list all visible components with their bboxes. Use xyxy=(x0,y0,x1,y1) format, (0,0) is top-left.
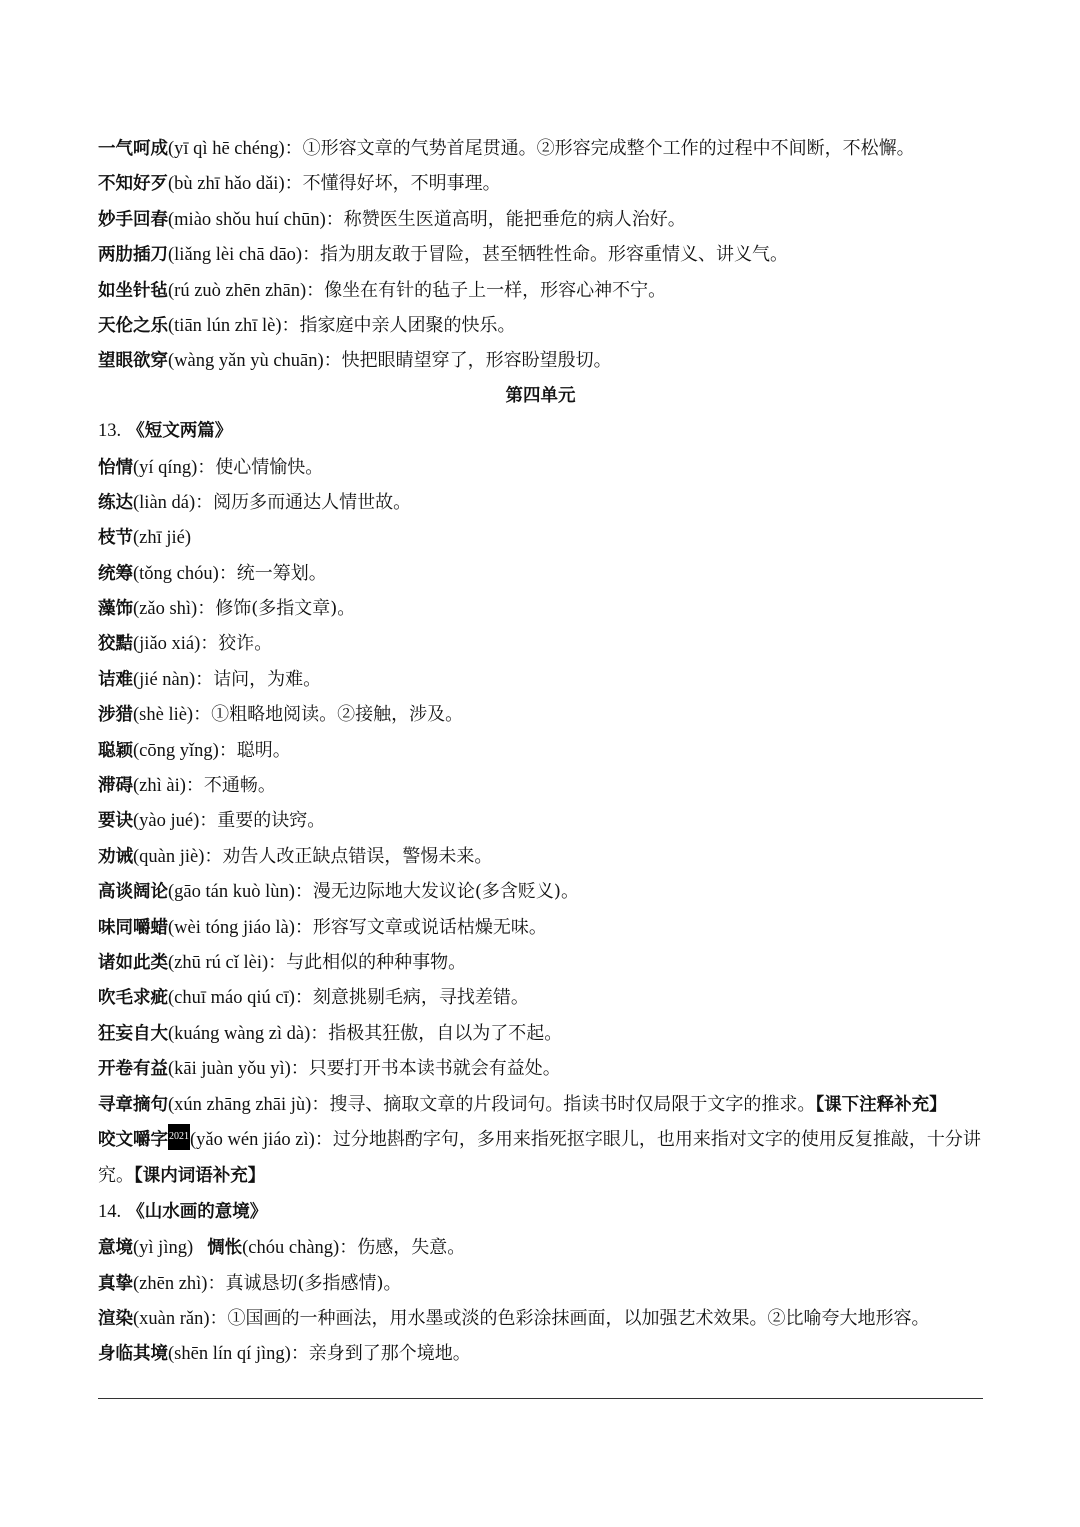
vocab-entry xyxy=(98,945,983,980)
vocab-pinyin: (tǒng chóu) xyxy=(133,563,219,584)
vocab-definition: ：像坐在有针的毡子上一样，形容心神不宁。 xyxy=(306,279,667,301)
vocab-pinyin: (zǎo shì) xyxy=(133,599,198,620)
vocab-pinyin: (kuáng wàng zì dà) xyxy=(168,1023,311,1044)
vocab-pinyin: (yí qíng) xyxy=(133,457,198,478)
vocab-entry xyxy=(98,202,983,237)
vocab-entry xyxy=(98,343,983,378)
section-title: 《山水画的意境》 xyxy=(127,1201,268,1222)
vocab-term: 高谈阔论 xyxy=(98,882,168,903)
vocab-definition: ：只要打开书本读书就会有益处。 xyxy=(290,1058,561,1080)
vocab-pinyin: (shēn lín qí jìng) xyxy=(168,1344,291,1365)
vocab-definition: ：指家庭中亲人团聚的快乐。 xyxy=(281,314,516,336)
vocab-entry xyxy=(98,980,983,1015)
vocab-pinyin: (chuī máo qiú cī) xyxy=(168,988,295,1009)
supplement-tag: 【课内词语补充】 xyxy=(134,1166,266,1187)
vocab-entry xyxy=(98,556,983,591)
vocab-pinyin: (gāo tán kuò lùn) xyxy=(168,882,295,903)
vocab-term: 藻饰 xyxy=(98,599,133,620)
vocab-pinyin: (zhī jié) xyxy=(133,528,192,549)
vocab-term: 统筹 xyxy=(98,563,133,584)
vocab-entry xyxy=(98,485,983,520)
vocab-term: 诸如此类 xyxy=(98,952,168,973)
document-page xyxy=(98,131,983,1372)
vocab-definition: ：①形容文章的气势首尾贯通。②形容完成整个工作的过程中不间断，不松懈。 xyxy=(284,138,915,159)
vocab-entry xyxy=(98,1122,983,1195)
section-number: 13. xyxy=(98,421,122,442)
vocab-list-14 xyxy=(98,1230,983,1372)
vocab-entry xyxy=(98,1336,983,1371)
vocab-definition: ：聪明。 xyxy=(218,739,291,761)
vocab-term: 寻章摘句 xyxy=(98,1094,168,1115)
vocab-term: 狡黠 xyxy=(98,634,133,655)
vocab-definition: ：阅历多而通达人情世故。 xyxy=(195,491,412,513)
vocab-pinyin: (cōng yǐng) xyxy=(133,740,219,761)
vocab-entry xyxy=(98,803,983,838)
vocab-term: 聪颖 xyxy=(98,740,133,761)
vocab-entry xyxy=(98,1087,983,1122)
vocab-term: 渲染 xyxy=(98,1308,133,1329)
vocab-entry xyxy=(98,1016,983,1051)
vocab-term: 狂妄自大 xyxy=(98,1023,168,1044)
vocab-definition: ：刻意挑剔毛病，寻找差错。 xyxy=(294,987,529,1009)
vocab-term: 意境 xyxy=(98,1238,133,1259)
vocab-definition: ：①粗略地阅读。②接触，涉及。 xyxy=(193,704,464,726)
vocab-definition: ：统一筹划。 xyxy=(218,562,327,584)
vocab-pinyin: (zhēn zhì) xyxy=(133,1273,208,1294)
vocab-entry xyxy=(98,1266,983,1301)
vocab-pinyin: (xún zhāng zhāi jù) xyxy=(168,1094,312,1115)
vocab-entry xyxy=(98,591,983,626)
vocab-entry xyxy=(98,874,983,909)
section-heading-14 xyxy=(98,1195,983,1230)
vocab-entry xyxy=(98,839,983,874)
vocab-pinyin: (zhì ài) xyxy=(133,776,186,797)
vocab-entry xyxy=(98,520,983,555)
vocab-definition: ：重要的诀窍。 xyxy=(199,810,326,832)
vocab-definition: ：过分地斟酌字句，多用来指死抠字眼儿，也用来指对文字的使用反复推敲，十分讲究。 xyxy=(98,1128,981,1187)
vocab-entry xyxy=(98,131,983,166)
vocab-definition: ：劝告人改正缺点错误，警惕未来。 xyxy=(204,845,493,867)
vocab-term: 身临其境 xyxy=(98,1344,168,1365)
vocab-entry xyxy=(98,733,983,768)
vocab-pinyin: (zhū rú cǐ lèi) xyxy=(168,952,269,973)
vocab-term: 真挚 xyxy=(98,1273,133,1294)
vocab-pinyin: (kāi juàn yǒu yì) xyxy=(168,1059,291,1080)
vocab-pinyin: (shè liè) xyxy=(133,705,194,726)
vocab-term: 一气呵成 xyxy=(98,139,168,159)
vocab-term: 望眼欲穿 xyxy=(98,351,168,372)
vocab-pinyin: (miào shǒu huí chūn) xyxy=(168,209,326,230)
vocab-term: 涉猎 xyxy=(98,705,133,726)
vocab-definition: ：修饰(多指文章)。 xyxy=(197,598,356,620)
vocab-entry xyxy=(98,450,983,485)
unit-title: 第四单元 xyxy=(505,385,576,406)
vocab-entry xyxy=(98,1051,983,1086)
vocab-term: 两肋插刀 xyxy=(98,245,168,266)
supplement-tag: 【课下注释补充】 xyxy=(815,1094,947,1115)
vocab-definition: ：亲身到了那个境地。 xyxy=(290,1343,471,1365)
vocab-term: 味同嚼蜡 xyxy=(98,917,168,938)
vocab-definition: ：称赞医生医道高明，能把垂危的病人治好。 xyxy=(325,208,686,230)
vocab-definition: ：快把眼睛望穿了，形容盼望殷切。 xyxy=(323,350,612,372)
vocab-definition: ：不懂得好坏，不明事理。 xyxy=(284,173,501,195)
vocab-definition: ：不通畅。 xyxy=(185,775,276,797)
vocab-entry xyxy=(98,910,983,945)
vocab-term: 天伦之乐 xyxy=(98,315,168,336)
vocab-entry xyxy=(98,768,983,803)
section-number: 14. xyxy=(98,1201,122,1222)
vocab-pinyin: (yì jìng) xyxy=(133,1238,194,1259)
vocab-definition: ：指为朋友敢于冒险，甚至牺牲性命。形容重情义、讲义气。 xyxy=(302,244,789,266)
vocab-term: 咬文嚼字 xyxy=(98,1129,168,1150)
vocab-definition: ：搜寻、摘取文章的片段词句。指读书时仅局限于文字的推求。 xyxy=(311,1093,816,1115)
vocab-entry xyxy=(98,697,983,732)
vocab-pinyin: (jié nàn) xyxy=(133,669,196,690)
vocab-pinyin: (liàn dá) xyxy=(133,492,196,513)
vocab-term: 如坐针毡 xyxy=(98,280,168,301)
vocab-definition: ：与此相似的种种事物。 xyxy=(268,951,467,973)
year-badge: 2021 xyxy=(168,1124,190,1150)
section-title: 《短文两篇》 xyxy=(127,421,233,442)
vocab-pinyin: (quàn jiè) xyxy=(133,846,205,867)
vocab-term: 惆怅 xyxy=(207,1238,243,1259)
vocab-definition: ：诘问，为难。 xyxy=(195,668,322,690)
vocab-pinyin: (chóu chàng) xyxy=(242,1238,340,1259)
vocab-entry xyxy=(98,273,983,308)
vocab-definition: ：真诚恳切(多指感情)。 xyxy=(207,1272,402,1294)
vocab-pinyin: (wèi tóng jiáo là) xyxy=(168,917,295,938)
vocab-term: 不知好歹 xyxy=(98,174,168,195)
vocab-entry xyxy=(98,662,983,697)
vocab-term: 妙手回春 xyxy=(98,209,168,230)
vocab-definition: ：伤感，失意。 xyxy=(339,1237,466,1259)
vocab-definition: ：使心情愉快。 xyxy=(197,456,324,478)
vocab-definition: ：①国画的一种画法，用水墨或淡的色彩涂抹画面，以加强艺术效果。②比喻夸大地形容。 xyxy=(209,1307,930,1329)
footer-divider xyxy=(98,1398,983,1399)
vocab-term: 练达 xyxy=(98,492,133,513)
vocab-pinyin: (jiǎo xiá) xyxy=(133,634,201,655)
vocab-term: 枝节 xyxy=(98,528,133,549)
vocab-entry xyxy=(98,1301,983,1336)
vocab-pinyin: (rú zuò zhēn zhān) xyxy=(168,280,307,301)
vocab-pinyin: (xuàn rǎn) xyxy=(133,1308,210,1329)
vocab-pinyin: (bù zhī hǎo dǎi) xyxy=(168,174,285,195)
vocab-term: 怡情 xyxy=(98,457,133,478)
vocab-term: 要诀 xyxy=(98,811,133,832)
vocab-pinyin: (wàng yǎn yù chuān) xyxy=(168,351,324,372)
vocab-term: 吹毛求疵 xyxy=(98,988,168,1009)
vocab-definition: ：漫无边际地大发议论(多含贬义)。 xyxy=(294,881,579,903)
vocab-pinyin: (yǎo wén jiáo zì) xyxy=(190,1129,315,1150)
vocab-term: 滞碍 xyxy=(98,776,133,797)
vocab-term: 劝诫 xyxy=(98,846,133,867)
vocab-pinyin: (tiān lún zhī lè) xyxy=(168,315,282,336)
vocab-definition: ：狡诈。 xyxy=(200,633,273,655)
section-heading-13 xyxy=(98,414,983,449)
vocab-pinyin: (yī qì hē chéng) xyxy=(168,139,285,159)
vocab-pinyin: (yào jué) xyxy=(133,811,200,832)
vocab-pinyin: (liǎng lèi chā dāo) xyxy=(168,245,303,266)
vocab-definition: ：形容写文章或说话枯燥无味。 xyxy=(294,916,547,938)
vocab-term: 开卷有益 xyxy=(98,1059,168,1080)
vocab-term: 诘难 xyxy=(98,669,133,690)
vocab-entry xyxy=(98,237,983,272)
vocab-list-top xyxy=(98,131,983,379)
vocab-list-13 xyxy=(98,450,983,1195)
vocab-definition: ：指极其狂傲，自以为了不起。 xyxy=(310,1022,563,1044)
vocab-entry xyxy=(98,308,983,343)
vocab-entry xyxy=(98,626,983,661)
vocab-entry xyxy=(98,166,983,201)
vocab-entry-pair xyxy=(98,1230,983,1265)
